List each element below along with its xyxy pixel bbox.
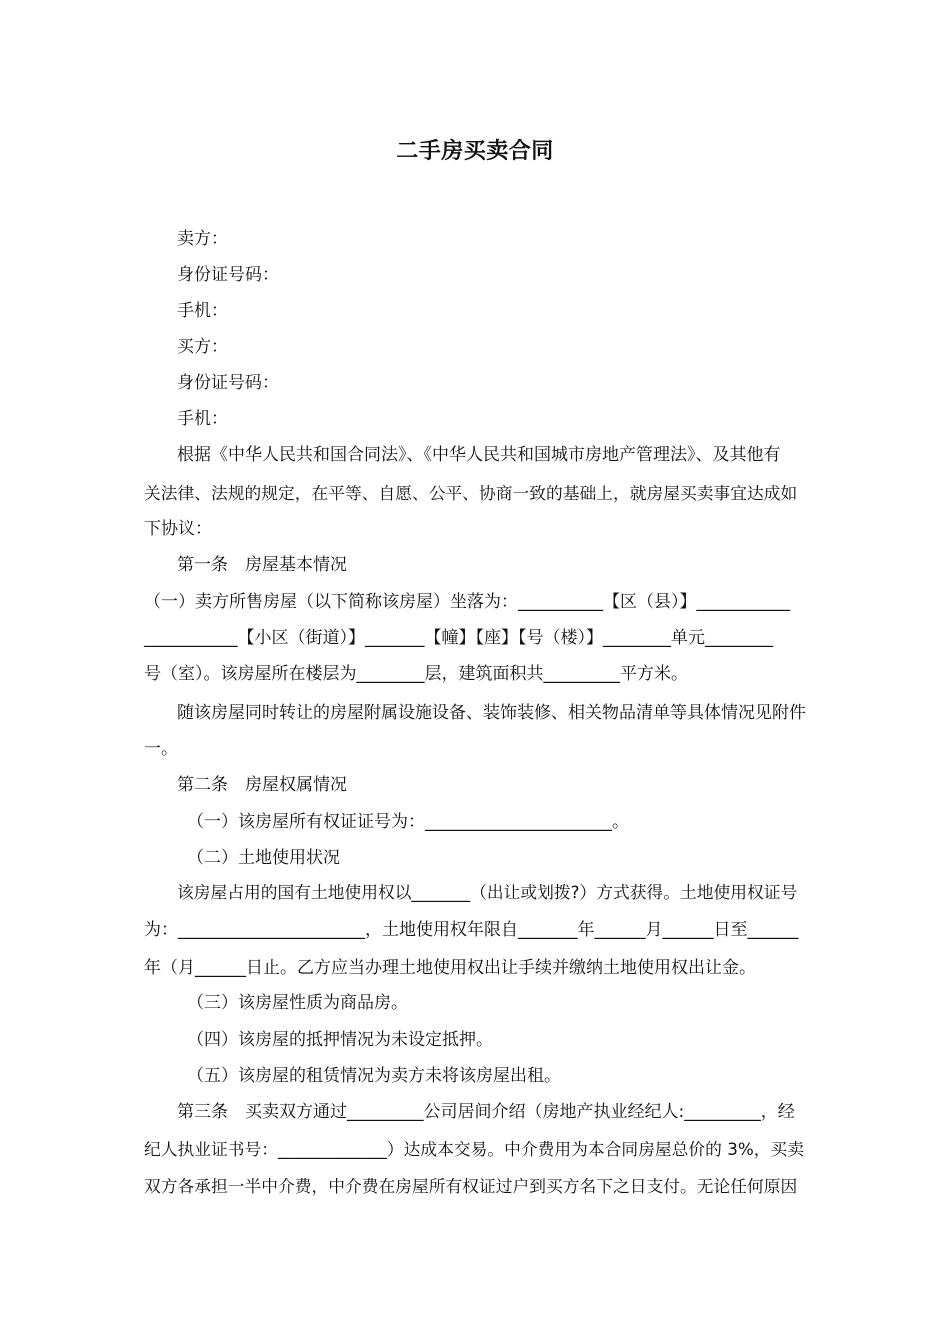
buyer-phone-label: 手机： [177,409,228,429]
document-title: 二手房买卖合同 [396,139,554,164]
seller-id-label: 身份证号码： [177,265,279,285]
article2-item1: （一）该房屋所有权证证号为：______________________。 [187,812,629,832]
article3-line-3: 双方各承担一半中介费，中介费在房屋所有权证过户到买方名下之日支付。无论任何原因 [144,1176,798,1196]
article3-line-2: 纪人执业证书号：_____________）达成本交易。中介费用为本合同房屋总价的 3%，买卖 [144,1139,805,1159]
article1-attachment-line-2: 一。 [144,739,178,759]
preamble-line-1: 根据《中华人民共和国合同法》、《中华人民共和国城市房地产管理法》、及其他有 [177,445,781,465]
buyer-id-label: 身份证号码： [177,373,279,393]
article2-item2: （二）土地使用状况 [187,848,340,868]
article1-item1-line-3: 号（室）。该房屋所在楼层为________层，建筑面积共_________平方米。 [144,664,688,684]
article2-item4: （四）该房屋的抵押情况为未设定抵押。 [187,1030,493,1050]
article3-line-1: 第三条 买卖双方通过_________公司居间介绍（房地产执业经纪人:_________，经 [177,1102,795,1122]
land-line-3: 年（月______日止。乙方应当办理土地使用权出让手续并缴纳土地使用权出让金。 [144,958,756,978]
article1-item1-line-2: ___________【小区（街道）】_______【幢】【座】【号（楼）】________单元________ [144,628,773,648]
buyer-label: 买方： [177,337,228,357]
article1-item1-line-1: （一）卖方所售房屋（以下简称该房屋）坐落为：__________【区（县）】___________ [144,592,790,612]
seller-phone-label: 手机： [177,301,228,321]
article2-item3: （三）该房屋性质为商品房。 [187,993,408,1013]
land-line-1: 该房屋占用的国有土地使用权以_______（出让或划拨?）方式获得。土地使用权证号 [177,882,798,902]
preamble-line-3: 下协议： [144,519,212,539]
article2-item5: （五）该房屋的租赁情况为卖方未将该房屋出租。 [187,1066,561,1086]
land-line-2: 为：______________________，土地使用权年限自_______年______月______日至______ [144,920,799,940]
article2-heading: 第二条 房屋权属情况 [177,775,347,795]
article1-attachment-line-1: 随该房屋同时转让的房屋附属设施设备、装饰装修、相关物品清单等具体情况见附件 [177,703,806,723]
seller-label: 卖方： [177,229,228,249]
preamble-line-2: 关法律、法规的规定，在平等、自愿、公平、协商一致的基础上，就房屋买卖事宜达成如 [144,483,798,503]
article1-heading: 第一条 房屋基本情况 [177,555,347,575]
